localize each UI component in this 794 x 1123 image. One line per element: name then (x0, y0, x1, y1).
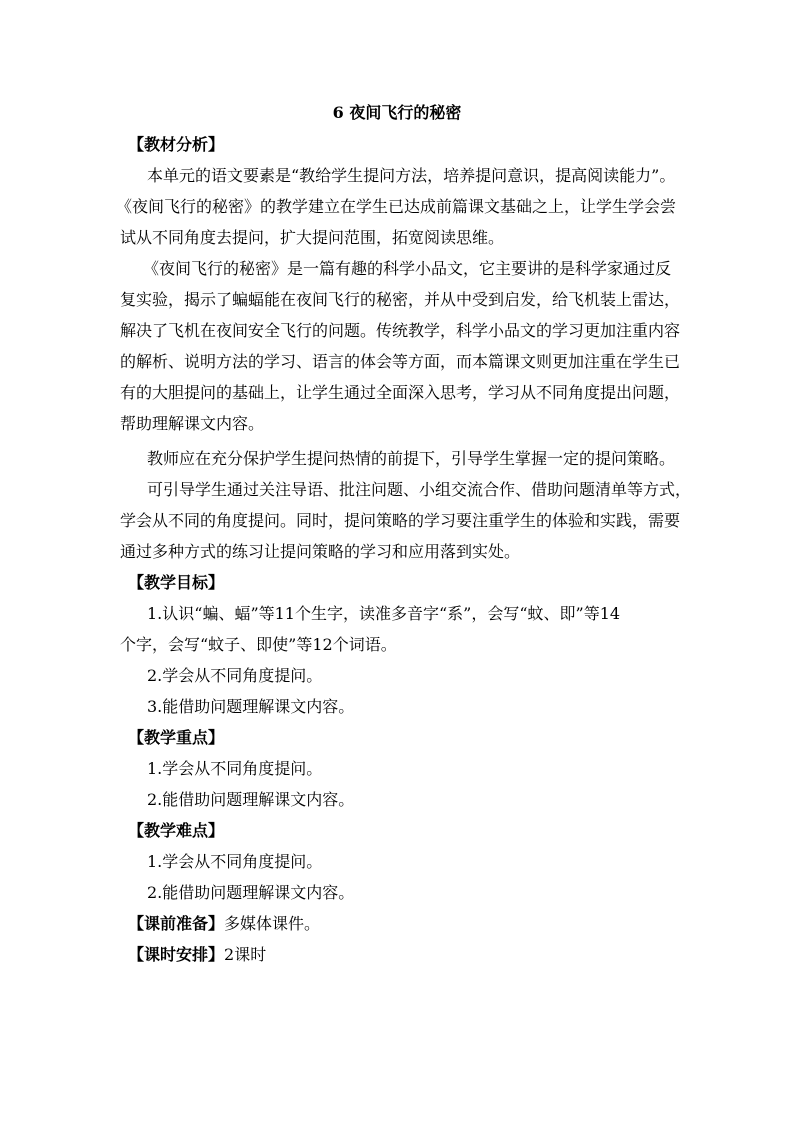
goals-item1-line1: 1.认识“蝙、蝠”等11个生字，读准多音字“系”，会写“蚊、即”等14 (147, 604, 621, 623)
section-heading-key-points: 【教学重点】 (128, 728, 225, 747)
section-heading-preparation: 【课前准备】 (128, 914, 225, 933)
key-points-item2: 2.能借助问题理解课文内容。 (147, 790, 355, 809)
goals-item2: 2.学会从不同角度提问。 (147, 666, 323, 685)
difficulties-item1: 1.学会从不同角度提问。 (147, 852, 323, 871)
preparation-line (128, 912, 320, 936)
analysis-p4-line3: 通过多种方式的练习让提问策略的学习和应用落到实处。 (120, 542, 521, 561)
document-title: 6 夜间飞行的秘密 (332, 103, 462, 122)
goals-item3: 3.能借助问题理解课文内容。 (147, 697, 355, 716)
analysis-p4-line1: 可引导学生通过关注导语、批注问题、小组交流合作、借助问题清单等方式， (147, 480, 692, 499)
analysis-p2-line1: 《夜间飞行的秘密》是一篇有趣的科学小品文，它主要讲的是科学家通过反 (143, 259, 672, 278)
analysis-p3-line1: 教师应在充分保护学生提问热情的前提下，引导学生掌握一定的提问策略。 (147, 449, 676, 468)
difficulties-item2: 2.能借助问题理解课文内容。 (147, 883, 355, 902)
analysis-p2-line2: 复实验，揭示了蝙蝠能在夜间飞行的秘密，并从中受到启发，给飞机装上雷达， (120, 290, 681, 309)
analysis-p1-line2: 《夜间飞行的秘密》的教学建立在学生已达成前篇课文基础之上，让学生学会尝 (116, 197, 677, 216)
preparation-text: 多媒体课件。 (224, 914, 321, 933)
analysis-p4-line2: 学会从不同的角度提问。同时，提问策略的学习要注重学生的体验和实践，需要 (120, 511, 681, 530)
analysis-p2-line3: 解决了飞机在夜间安全飞行的问题。传统教学，科学小品文的学习更加注重内容 (120, 321, 681, 340)
section-heading-schedule: 【课时安排】 (128, 945, 225, 964)
section-heading-difficulties: 【教学难点】 (128, 821, 225, 840)
analysis-p1-line1: 本单元的语文要素是“教给学生提问方法，培养提问意识，提高阅读能力”。 (147, 166, 676, 185)
analysis-p2-line5: 有的大胆提问的基础上，让学生通过全面深入思考，学习从不同角度提出问题， (120, 383, 681, 402)
goals-item1-line2: 个字，会写“蚊子、即使”等12个词语。 (120, 635, 397, 654)
analysis-p1-line3: 试从不同角度去提问，扩大提问范围，拓宽阅读思维。 (120, 228, 505, 247)
schedule-text: 2课时 (224, 945, 267, 964)
schedule-line (128, 943, 266, 967)
section-heading-goals: 【教学目标】 (128, 573, 225, 592)
section-heading-analysis: 【教材分析】 (128, 135, 225, 154)
analysis-p2-line6: 帮助理解课文内容。 (120, 414, 265, 433)
analysis-p2-line4: 的解析、说明方法的学习、语言的体会等方面，而本篇课文则更加注重在学生已 (120, 352, 681, 371)
key-points-item1: 1.学会从不同角度提问。 (147, 759, 323, 778)
